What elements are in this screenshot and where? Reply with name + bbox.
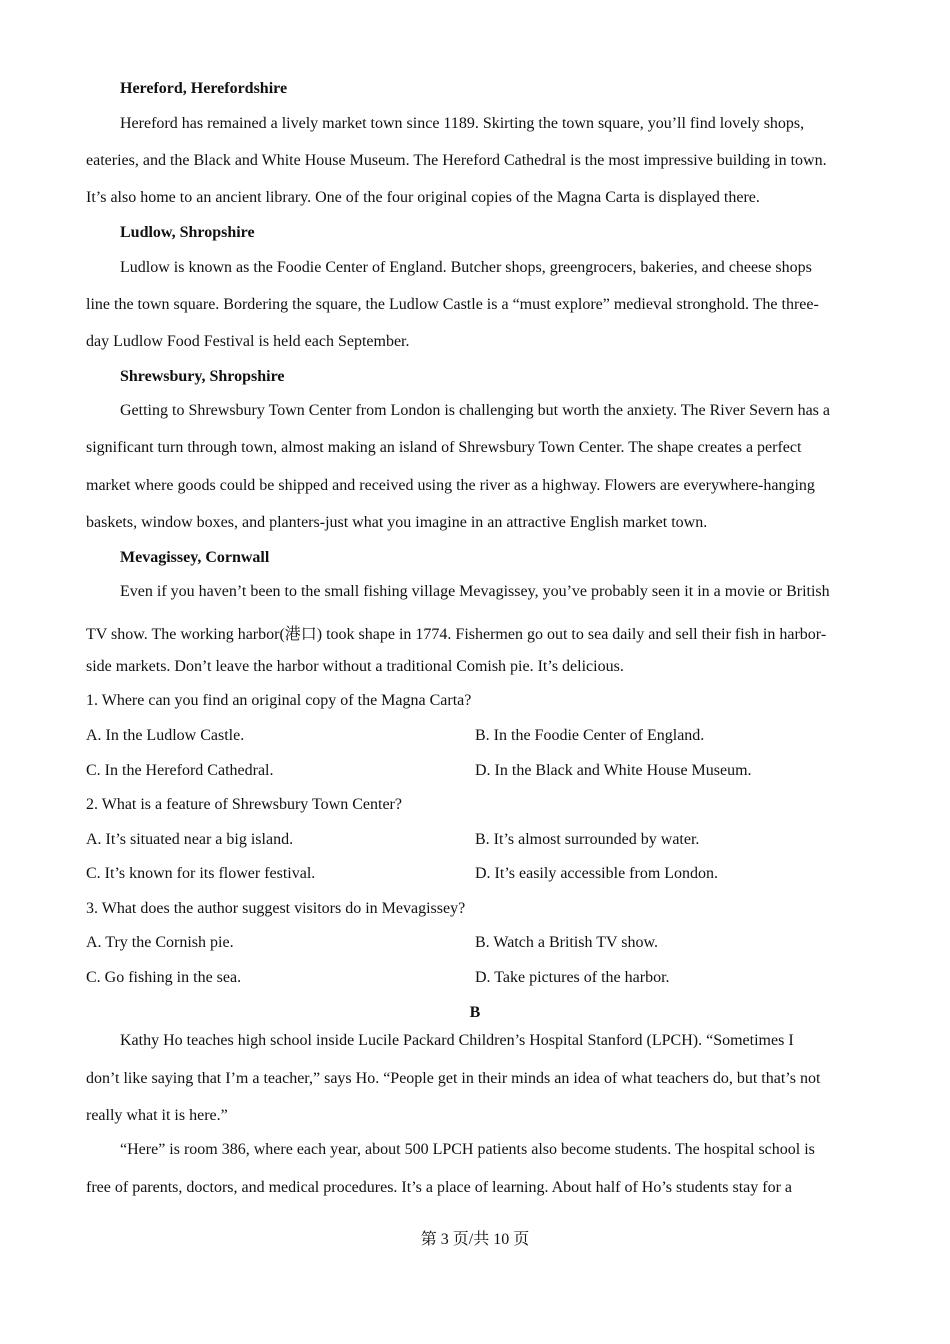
paragraph-line: Even if you haven’t been to the small fishing village Mevagissey, you’ve probably seen it in a movie or British	[120, 583, 830, 600]
section-heading-shrewsbury: Shrewsbury, Shropshire	[120, 368, 285, 385]
paragraph-line: “Here” is room 386, where each year, about 500 LPCH patients also become students. The hospital school is	[120, 1141, 815, 1158]
option-c: C. Go fishing in the sea.	[86, 969, 242, 986]
page-footer: 第 3 页/共 10 页	[420, 1231, 530, 1248]
paragraph-line: free of parents, doctors, and medical procedures. It’s a place of learning. About half of Ho’s students stay for a	[86, 1179, 792, 1196]
question-stem: 1. Where can you find an original copy of the Magna Carta?	[86, 692, 472, 709]
paragraph-line: Getting to Shrewsbury Town Center from London is challenging but worth the anxiety. The River Severn has a	[120, 402, 830, 419]
paragraph-line: baskets, window boxes, and planters-just what you imagine in an attractive English market town.	[86, 514, 708, 531]
paragraph-line: Kathy Ho teaches high school inside Lucile Packard Children’s Hospital Stanford (LPCH). “Sometimes I	[120, 1032, 794, 1049]
option-d: D. It’s easily accessible from London.	[475, 865, 719, 882]
paragraph-line: day Ludlow Food Festival is held each September.	[86, 333, 410, 350]
option-d: D. In the Black and White House Museum.	[475, 762, 752, 779]
question-stem: 2. What is a feature of Shrewsbury Town Center?	[86, 796, 402, 813]
paragraph-line: really what it is here.”	[86, 1107, 228, 1124]
option-d: D. Take pictures of the harbor.	[475, 969, 670, 986]
option-b: B. In the Foodie Center of England.	[475, 727, 705, 744]
paragraph-line: Ludlow is known as the Foodie Center of England. Butcher shops, greengrocers, bakeries, and cheese shops	[120, 259, 812, 276]
paragraph-line: don’t like saying that I’m a teacher,” says Ho. “People get in their minds an idea of what teachers do, but that’s not	[86, 1070, 821, 1087]
question-stem: 3. What does the author suggest visitors do in Mevagissey?	[86, 900, 466, 917]
option-a: A. Try the Cornish pie.	[86, 934, 234, 951]
option-b: B. It’s almost surrounded by water.	[475, 831, 700, 848]
paragraph-line: TV show. The working harbor(港口) took shape in 1774. Fishermen go out to sea daily and sell their fish in harbor-	[86, 626, 827, 643]
option-a: A. In the Ludlow Castle.	[86, 727, 245, 744]
section-heading-hereford: Hereford, Herefordshire	[120, 80, 288, 97]
paragraph-line: significant turn through town, almost making an island of Shrewsbury Town Center. The shape creates a perfect	[86, 439, 802, 456]
option-a: A. It’s situated near a big island.	[86, 831, 294, 848]
paragraph-line: market where goods could be shipped and received using the river as a highway. Flowers are everywhere-hanging	[86, 477, 815, 494]
option-c: C. It’s known for its flower festival.	[86, 865, 316, 882]
passage-label: B	[469, 1004, 481, 1021]
paragraph-line: Hereford has remained a lively market town since 1189. Skirting the town square, you’ll find lovely shops,	[120, 115, 805, 132]
section-heading-ludlow: Ludlow, Shropshire	[120, 224, 255, 241]
option-c: C. In the Hereford Cathedral.	[86, 762, 274, 779]
paragraph-line: eateries, and the Black and White House Museum. The Hereford Cathedral is the most impressive building in town.	[86, 152, 827, 169]
paragraph-line: line the town square. Bordering the square, the Ludlow Castle is a “must explore” medieval stronghold. The three-	[86, 296, 819, 313]
paragraph-line: side markets. Don’t leave the harbor without a traditional Comish pie. It’s delicious.	[86, 658, 624, 675]
section-heading-mevagissey: Mevagissey, Cornwall	[120, 549, 270, 566]
paragraph-line: It’s also home to an ancient library. One of the four original copies of the Magna Carta is displayed there.	[86, 189, 760, 206]
option-b: B. Watch a British TV show.	[475, 934, 659, 951]
